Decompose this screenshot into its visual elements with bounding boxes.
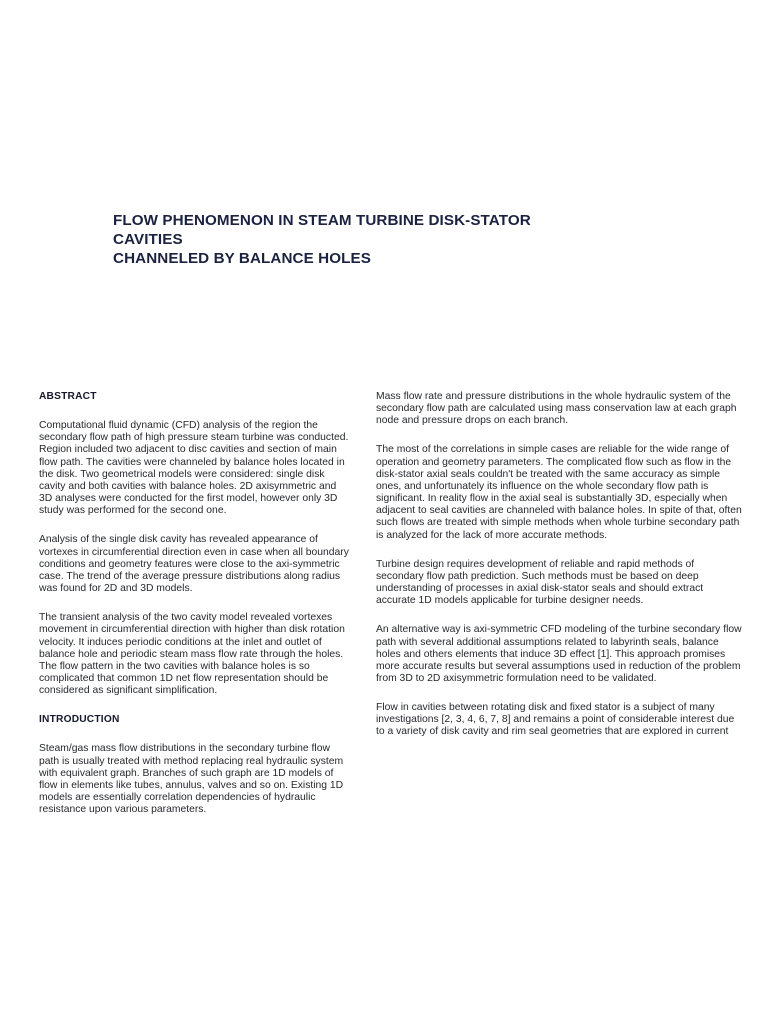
body-paragraph-4: An alternative way is axi-symmetric CFD modeling of the turbine secondary flow path with several additional assumptions related to labyrinth seals, balance holes and others elements that induce 3D effect [1]. This approach promises more accurate results but several assumptions used in reduction of the problem from 3D to 2D axisymmetric formulation need to be validated. [376, 624, 742, 684]
body-paragraph-3: Turbine design requires development of reliable and rapid methods of secondary flow path prediction. Such methods must be based on deep understanding of processes in axial disk-stator seals and should extract accurate 1D models applicable for turbine designer needs. [376, 558, 704, 607]
left-column [39, 391, 351, 816]
introduction-heading: INTRODUCTION [39, 714, 120, 726]
introduction-paragraph-1: Steam/gas mass flow distributions in the secondary turbine flow path is usually treated with method replacing real hydraulic system with equivalent graph. Branches of such graph are 1D models of flow in elements like tubes, annulus, valves and so on. Existing 1D models are essentially correlation dependencies of hydraulic resistance upon various parameters. [39, 743, 344, 816]
abstract-paragraph-1: Computational fluid dynamic (CFD) analysis of the region the secondary flow path of high pressure steam turbine was conducted. Region included two adjacent to disc cavities and section of main flow path. The cavities were channeled by balance holes located in the disk. Two geometrical models were considered: single disk cavity and both cavities with balance holes. 2D axisymmetric and 3D analyses were conducted for the first model, however only 3D study was performed for the second one. [39, 420, 349, 517]
body-paragraph-2: The most of the correlations in simple cases are reliable for the wide range of operation and geometry parameters. The complicated flow such as flow in the disk-stator axial seals couldn't be treated with the same accuracy as simple ones, and unfortunately its influence on the whole secondary flow path is significant. In reality flow in the axial seal is substantially 3D, especially when adjacent to seal cavities are channeled with balance holes. In spite of that, often such flows are treated with simple methods when whole turbine secondary path is analyzed for the lack of more accurate methods. [376, 444, 742, 541]
abstract-heading: ABSTRACT [39, 391, 97, 402]
right-column [376, 391, 742, 739]
abstract-paragraph-2: Analysis of the single disk cavity has revealed appearance of vortexes in circumferential direction even in case when all boundary conditions and geometry features were close to the axi-symmetric case. The trend of the average pressure distributions along radius was found for 2D and 3D models. [39, 534, 349, 595]
body-paragraph-1: Mass flow rate and pressure distributions in the whole hydraulic system of the secondary flow path are calculated using mass conservation law at each graph node and pressure drops on each branch. [376, 391, 737, 427]
title-line-1: FLOW PHENOMENON IN STEAM TURBINE DISK-STATOR [113, 212, 531, 229]
title-line-3: CHANNELED BY BALANCE HOLES [113, 250, 371, 267]
title-line-2: CAVITIES [113, 231, 183, 248]
abstract-paragraph-3: The transient analysis of the two cavity model revealed vortexes movement in circumferential direction with higher than disk rotation velocity. It induces periodic conditions at the inlet and outlet of balance hole and periodic steam mass flow rate through the holes. The flow pattern in the two cavities with balance holes is so complicated that common 1D net flow representation should be considered as significant simplification. [39, 612, 345, 697]
paper-title [113, 211, 673, 268]
body-paragraph-5: Flow in cavities between rotating disk and fixed stator is a subject of many investigations [2, 3, 4, 6, 7, 8] and remains a point of considerable interest due to a variety of disk cavity and rim seal geometries that are explored in current [376, 702, 735, 738]
